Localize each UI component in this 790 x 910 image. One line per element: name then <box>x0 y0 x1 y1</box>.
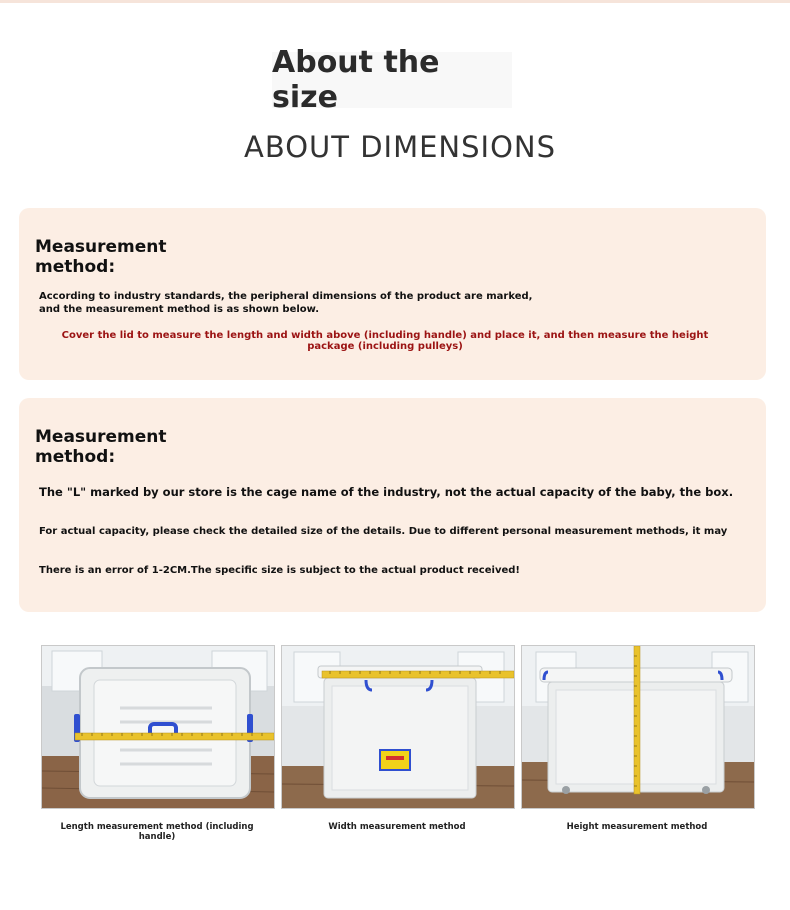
page-subtitle: ABOUT DIMENSIONS <box>243 130 557 164</box>
length-measurement-photo <box>41 645 275 809</box>
measurement-card-2 <box>19 398 766 612</box>
height-measurement-photo <box>521 645 755 809</box>
width-measurement-photo <box>281 645 515 809</box>
top-border <box>0 0 790 3</box>
size-note: For actual capacity, please check the detailed size of the details. Due to different personal measurement methods, it may <box>39 526 728 537</box>
page-title: About the size <box>272 52 512 108</box>
standards-text: According to industry standards, the peripheral dimensions of the product are marked, and the measurement method is as shown below. <box>39 291 533 315</box>
error-note: There is an error of 1-2CM.The specific size is subject to the actual product received! <box>39 565 520 576</box>
height-caption: Height measurement method <box>566 822 708 832</box>
card-heading: Measurement method: <box>35 427 167 467</box>
card-heading: Measurement method: <box>35 237 167 277</box>
measurement-card-1 <box>19 208 766 380</box>
width-caption: Width measurement method <box>328 822 466 832</box>
capacity-note: The "L" marked by our store is the cage name of the industry, not the actual capacity of the baby, the box. <box>39 485 734 499</box>
length-caption: Length measurement method (including handle) <box>60 822 254 842</box>
measurement-instruction: Cover the lid to measure the length and width above (including handle) and place it, and then measure the height package (including pulleys) <box>61 330 709 352</box>
